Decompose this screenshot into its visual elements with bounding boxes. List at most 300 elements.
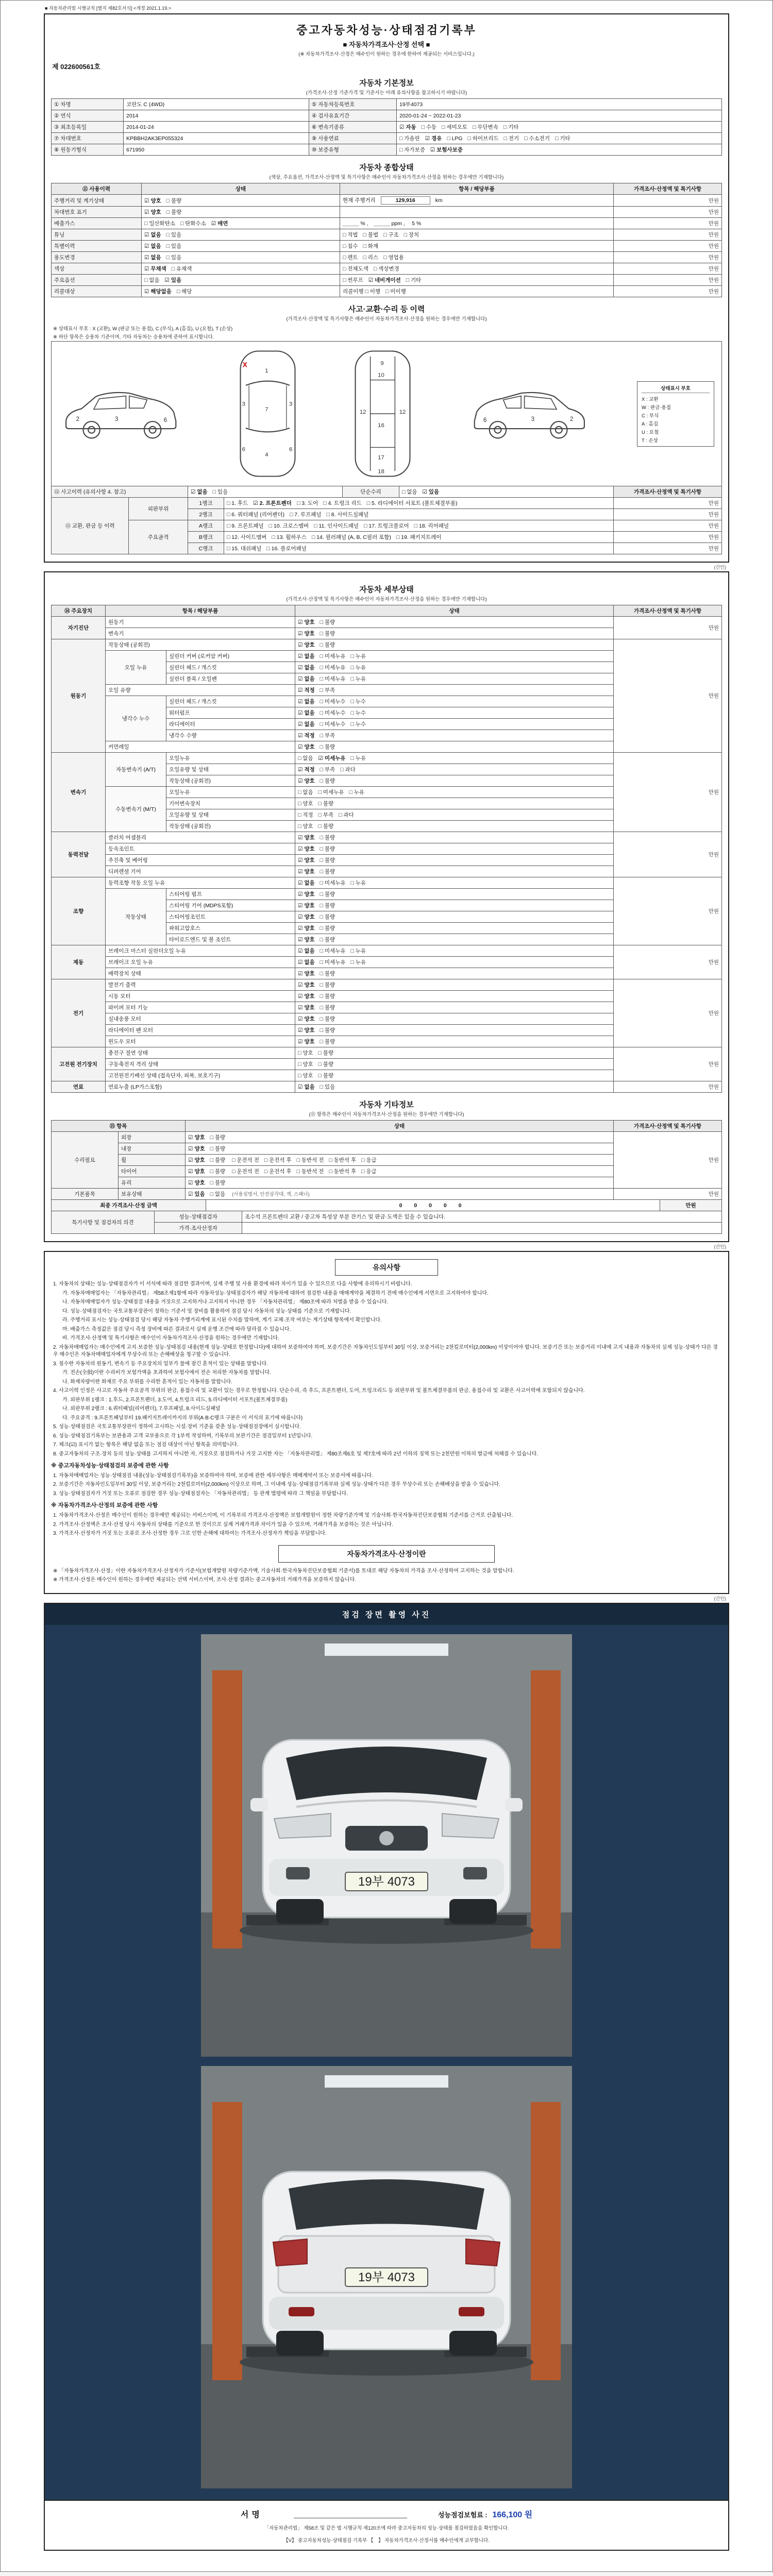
item-label: 냉각수 수량 (166, 730, 295, 741)
checkbox-option[interactable]: □ 없음 (402, 489, 417, 495)
checkbox-option[interactable]: ☑ 없음 (298, 948, 315, 954)
checkbox-option[interactable]: □ 5. 라디에이터 서포트 (볼트체결부품) (366, 500, 458, 506)
checkbox-option[interactable]: □ 렌트 (343, 255, 358, 261)
price-note-header: 가격조사·산정액 및 특기사항 (614, 486, 722, 498)
checkbox-option[interactable]: □ 수동 (421, 124, 437, 130)
row-label: 외장 (119, 1132, 186, 1143)
side-mirror (505, 1798, 523, 1811)
item-label: 브레이크 오일 누유 (106, 957, 295, 968)
checkbox-option[interactable]: ☑ 양호 (298, 982, 315, 988)
checkbox-option[interactable]: □ 자가보증 (399, 147, 425, 153)
panel-number: 18 (378, 468, 384, 475)
item-label: 배력장치 상태 (106, 968, 295, 979)
checkbox-option[interactable]: □ 불량 (318, 801, 334, 807)
warranty-type-options (397, 144, 722, 156)
checkbox-option[interactable]: □ 부족 (320, 767, 335, 773)
checkbox-option[interactable]: ☑ 없음 (298, 1084, 315, 1090)
checkbox-option[interactable]: □ 기타 (406, 277, 422, 283)
text-line: 나. 자동차매매업자가 성능·상태점검 내용을 거짓으로 고지하거나 고지하지 아니한 경우 「자동차관리법」 제80조에 따라 처벌을 받을 수 있습니다. (62, 1299, 389, 1305)
checkbox-option[interactable]: □ 불량 (320, 642, 335, 648)
checkbox-option[interactable]: □ 10. 크로스멤버 (268, 523, 309, 529)
checkbox-option[interactable]: □ 동반석 전 (296, 1168, 324, 1175)
table-row-opinion-inspector (52, 1211, 722, 1223)
checkbox-option[interactable]: □ 운전석 후 (264, 1157, 292, 1163)
checkbox-option[interactable]: □ 불량 (320, 631, 335, 637)
checkbox-option[interactable]: ☑ 양호 (298, 642, 315, 648)
checkbox-option[interactable]: ☑ 없음 (144, 243, 161, 249)
text-line: 5. 성능·상태점검은 국토교통부장관이 정하여 고시하는 시설·장비 기준을 갖춘 성능·상태점검장에서 실시합니다. (53, 1424, 301, 1430)
tuning-options (142, 229, 340, 241)
checkbox-option[interactable]: □ 있음 (320, 1084, 335, 1090)
rankA-label: A랭크 (188, 520, 224, 532)
checkbox-option[interactable]: □ 불법 (363, 232, 379, 238)
checkbox-option[interactable]: □ 불량 (320, 846, 335, 852)
legend-item: C : 부식 (642, 413, 659, 419)
item-label: 오일유량 및 상태 (166, 764, 295, 775)
checkbox-option[interactable]: ☑ 있음 (164, 277, 182, 283)
status-cell (295, 877, 614, 889)
checkbox-option[interactable]: □ 일산화탄소 (144, 221, 175, 227)
checkbox-option[interactable]: □ 누유 (350, 653, 366, 659)
checkbox-option[interactable]: □ 누수 (350, 721, 366, 727)
status-cell (295, 968, 614, 979)
checkbox-option[interactable]: □ 12. 사이드멤버 (227, 534, 267, 540)
checkbox-option[interactable]: □ 이행 (365, 289, 381, 295)
panel-number: 6 (483, 416, 487, 424)
table-row-usage-change (52, 252, 722, 263)
checkbox-option[interactable]: □ 불량 (320, 1016, 335, 1022)
checkbox-option[interactable]: ☑ 없음 (298, 959, 315, 965)
checkbox-option[interactable]: ☑ 양호 (188, 1180, 205, 1186)
checkbox-option[interactable]: □ 부족 (320, 687, 335, 693)
status-cell (295, 787, 614, 798)
checkbox-option[interactable]: □ 누유 (349, 789, 364, 795)
checkbox-option[interactable]: □ 불량 (320, 1005, 335, 1011)
checkbox-option[interactable]: □ 부족 (320, 733, 335, 739)
checkbox-option[interactable]: ☑ 양호 (298, 925, 315, 931)
item-label: 라디에이터 팬 모터 (106, 1025, 295, 1036)
checkbox-option[interactable]: ☑ 양호 (298, 1005, 315, 1011)
checkbox-option[interactable]: ☑ 해당없음 (144, 289, 172, 295)
status-cell (295, 775, 614, 787)
checkbox-option[interactable]: ☑ 없음 (144, 255, 161, 261)
checkbox-option[interactable]: □ 불량 (320, 914, 335, 920)
checkbox-option[interactable]: □ 운전석 전 (232, 1168, 259, 1175)
checkbox-option[interactable]: □ 불량 (210, 1157, 226, 1163)
text-line: ※ 가격조사·산정은 매수인이 원하는 경우에만 제공되는 선택 서비스이며, 조사·산정 결과는 중고자동차의 거래가격을 보증하지 않습니다. (53, 1577, 357, 1583)
checkbox-option[interactable]: □ 과다 (339, 812, 354, 818)
checkbox-option[interactable]: □ 양호 (298, 1050, 313, 1056)
accident-history-options (188, 486, 343, 498)
item-label: 원동기 (106, 617, 295, 628)
panel-number: 3 (242, 401, 245, 408)
checkbox-option[interactable]: ☑ 없음 (298, 880, 315, 886)
device-group-label: 동력전달 (52, 832, 106, 877)
checkbox-option[interactable]: ☑ 있음 (422, 489, 440, 495)
checkbox-option[interactable]: ☑ 네비게이션 (368, 277, 401, 283)
checkbox-option[interactable]: ☑ 양호 (144, 209, 161, 215)
checkbox-option[interactable]: □ 해당 (176, 289, 192, 295)
device-group-label: 자기진단 (52, 617, 106, 639)
checkbox-option[interactable]: ☑ 2. 프론트펜더 (253, 500, 292, 506)
price-cell: 만원 (614, 241, 722, 252)
checkbox-option[interactable]: ☑ 적정 (298, 733, 315, 739)
checkbox-option[interactable]: □ 장치 (404, 232, 419, 238)
table-row-final-price (52, 1200, 722, 1211)
checkbox-option[interactable]: □ 14. 필러패널 (A, B, C필러 포함) (311, 534, 391, 540)
panel-number: 6 (289, 446, 293, 453)
checkbox-option[interactable]: □ 13. 휠하우스 (272, 534, 307, 540)
table-row-color (52, 263, 722, 275)
checkbox-option[interactable]: □ 불량 (320, 857, 335, 863)
status-cell (295, 1070, 614, 1081)
repair-needed-group-label: 수리필요 (52, 1132, 119, 1189)
checkbox-option[interactable]: □ 16. 플로어패널 (266, 546, 307, 552)
checkbox-option[interactable]: ☑ 있음 (188, 1191, 205, 1197)
final-price-unit: 만원 (660, 1200, 722, 1211)
checkbox-option[interactable]: □ 불량 (318, 1073, 334, 1079)
checkbox-option[interactable]: ☑ 경유 (425, 135, 442, 142)
row-label: 튜닝 (52, 229, 142, 241)
checkbox-option[interactable]: ☑ 없음 (298, 665, 315, 671)
device-group-label: 고전원 전기장치 (52, 1047, 106, 1081)
section-photos (44, 1603, 729, 2551)
item-label: 오일누유 (166, 753, 295, 764)
checkbox-option[interactable]: □ 미세누수 (320, 721, 346, 727)
checkbox-option[interactable]: ☑ 없음 (144, 232, 161, 238)
checkbox-option[interactable]: ☑ 적정 (298, 687, 315, 693)
status-cell (295, 832, 614, 843)
checkbox-option[interactable]: ☑ 보험사보증 (430, 147, 463, 153)
checkbox-option[interactable]: □ 양호 (298, 1073, 313, 1079)
checkbox-option[interactable]: □ 누유 (350, 948, 366, 954)
row-label: 색상 (52, 263, 142, 275)
checkbox-option[interactable]: ☑ 양호 (298, 835, 315, 841)
table-row (52, 122, 722, 133)
checkbox-option[interactable]: ☑ 없음 (191, 489, 208, 495)
checkbox-option[interactable]: □ 운전석 후 (264, 1168, 292, 1175)
checkbox-option[interactable]: ☑ 양호 (298, 971, 315, 977)
inspection-photo-rear (201, 2066, 572, 2488)
engine-type-value: 671950 (124, 144, 309, 156)
item-label: 동력조향 작동 오일 누유 (106, 877, 295, 889)
checkbox-option[interactable]: □ 불량 (320, 891, 335, 897)
text-line: 3. 침수란 자동차의 원동기, 변속기 등 주요장치의 일부가 물에 잠긴 흔적이 있는 상태를 말합니다. (53, 1361, 268, 1367)
item-label: 클러치 어셈블리 (106, 832, 295, 843)
checkbox-option[interactable]: ☑ 자동 (399, 124, 416, 130)
checkbox-option[interactable]: □ 있음 (166, 232, 182, 238)
price-cell: 만원 (614, 263, 722, 275)
checkbox-option[interactable]: □ 있음 (212, 489, 228, 495)
checkbox-option[interactable]: □ 불량 (166, 197, 182, 204)
checkbox-option[interactable]: ☑ 양호 (298, 869, 315, 875)
checkbox-option[interactable]: □ 불량 (320, 778, 335, 784)
table-row-special-history (52, 241, 722, 252)
checkbox-option[interactable]: □ 없음 (298, 789, 313, 795)
status-cell (295, 855, 614, 866)
text-line: ※ 중고자동차성능·상태점검의 보증에 관한 사항 (51, 1463, 169, 1469)
checkbox-option[interactable]: □ 탄화수소 (180, 221, 206, 227)
basic-items-group-label: 기본품목 (52, 1189, 119, 1200)
checkbox-option[interactable]: □ 미세누유 (320, 880, 346, 886)
checkbox-option[interactable]: □ 미세누유 (320, 653, 346, 659)
basic-info-table (51, 98, 722, 156)
checkbox-option[interactable]: □ 9. 프론트패널 (227, 523, 264, 529)
checkbox-option[interactable]: ☑ 양호 (298, 1016, 315, 1022)
checkbox-option[interactable]: □ 8. 사이드실패널 (326, 512, 369, 518)
item-label: 실린더 헤드 / 개스킷 (166, 662, 295, 673)
row-label: 보유상태 (119, 1189, 186, 1200)
checkbox-option[interactable]: □ 1. 후드 (227, 500, 248, 506)
checkbox-option[interactable]: □ 구조 (383, 232, 399, 238)
detail-row (52, 639, 722, 651)
page-title: 중고자동차성능·상태점검기록부 (296, 24, 477, 37)
checkbox-option[interactable]: □ 불량 (318, 1050, 334, 1056)
checkbox-option[interactable]: □ 미세누유 (320, 959, 346, 965)
checkbox-option[interactable]: □ 불량 (320, 925, 335, 931)
text-line: 1. 자동차매매업자는 성능·상태점검 내용(성능·상태점검기록부)을 보증하여야 하며, 보증에 관한 세부사항은 매매계약서 또는 보증서에 따릅니다. (53, 1472, 373, 1479)
checkbox-option[interactable]: □ 색상변경 (373, 266, 399, 272)
panel-number: 6 (163, 416, 167, 424)
checkbox-option[interactable]: □ 누유 (350, 755, 366, 761)
checkbox-option[interactable]: □ 하이브리드 (467, 135, 499, 142)
mileage-unit: km (435, 197, 443, 204)
checkbox-option[interactable]: □ 가솔린 (399, 135, 420, 142)
checkbox-option[interactable]: □ 불량 (210, 1146, 226, 1152)
text-line: ※ 「자동차가격조사·산정」이란 자동차가격조사·산정자가 기준서(보험개발원 차량기준가액, 기술사회·한국자동차진단보증협회 기준서)를 토대로 해당 자동차의 가격을 조사·산정하여 고지하는 것을 말합니다. (53, 1568, 514, 1574)
inspection-period-value: 2020-01-24 ~ 2022-01-23 (397, 110, 722, 122)
checkbox-option[interactable]: ☑ 양호 (188, 1157, 205, 1163)
checkbox-option[interactable]: □ 불량 (320, 971, 335, 977)
status-cell (295, 662, 614, 673)
checkbox-option[interactable]: □ LPG (447, 135, 463, 142)
checkbox-option[interactable]: □ 불량 (320, 982, 335, 988)
checkbox-option[interactable]: ☑ 양호 (298, 631, 315, 637)
checkbox-option[interactable]: ☑ 양호 (144, 197, 161, 204)
basic-items-options (186, 1189, 614, 1200)
checkbox-option[interactable]: □ 불량 (320, 744, 335, 750)
col-state: 상태 (186, 1121, 614, 1132)
checkbox-option[interactable]: ☑ 양호 (298, 937, 315, 943)
checkbox-option[interactable]: ☑ 없음 (298, 721, 315, 727)
checkbox-option[interactable]: ☑ 양호 (298, 891, 315, 897)
checkbox-option[interactable]: □ 누수 (350, 699, 366, 705)
panel-number: 17 (378, 454, 384, 461)
main-options (142, 275, 340, 286)
text-line: 2. 가격조사·산정액은 조사·산정 당시 자동차의 상태를 기준으로 한 것이므로 실제 거래가격과 차이가 있을 수 있으며, 거래가격을 보증하는 것은 아닙니다. (53, 1521, 393, 1528)
checkbox-option[interactable]: □ 양호 (298, 801, 313, 807)
checkbox-option[interactable]: □ 응급 (361, 1168, 377, 1175)
etc-info-note: (⑮ 항목은 매수인이 자동차가격조사·산정을 원하는 경우에만 기재합니다) (309, 1112, 464, 1117)
mileage-prefix: 현재 주행거리 (343, 197, 376, 204)
checkbox-option[interactable]: □ 누유 (350, 880, 366, 886)
checkbox-option[interactable]: □ 동반석 후 (329, 1157, 357, 1163)
checkbox-option[interactable]: □ 양호 (298, 823, 313, 829)
checkbox-option[interactable]: □ 15. 대쉬패널 (227, 546, 262, 552)
status-cell (295, 617, 614, 628)
checkbox-option[interactable]: □ 미세누수 (320, 699, 346, 705)
signature-line[interactable] (294, 2509, 407, 2518)
color-options (142, 263, 340, 275)
checkbox-option[interactable]: ☑ 양호 (298, 993, 315, 999)
item-label: 스티어링 펌프 (166, 889, 295, 900)
checkbox-option[interactable]: □ 불량 (320, 1039, 335, 1045)
checkbox-option[interactable]: □ 있음 (166, 255, 182, 261)
checkbox-option[interactable]: □ 있음 (166, 243, 182, 249)
fee-value: 166,100 원 (492, 2510, 533, 2519)
checkbox-option[interactable]: □ 기타 (503, 124, 519, 130)
checkbox-option[interactable]: □ 화재 (363, 243, 379, 249)
price-cell: 만원 (614, 1132, 722, 1189)
checkbox-option[interactable]: □ 응급 (361, 1157, 377, 1163)
checkbox-option[interactable]: □ 썬루프 (343, 277, 363, 283)
checkbox-option[interactable]: □ 세미오토 (442, 124, 468, 130)
checkbox-option[interactable]: ☑ 무채색 (144, 266, 166, 272)
inspection-photo-front (201, 1634, 572, 2057)
checkbox-option[interactable]: □ 누수 (350, 710, 366, 716)
checkbox-option[interactable]: □ 18. 리어패널 (414, 523, 449, 529)
checkbox-option[interactable]: □ 무단변속 (473, 124, 498, 130)
checkbox-option[interactable]: ☑ 양호 (298, 1039, 315, 1045)
checkbox-option[interactable]: ☑ 양호 (298, 1027, 315, 1033)
checkbox-option[interactable]: ☑ 양호 (298, 846, 315, 852)
checkbox-option[interactable]: ☑ 매연 (211, 221, 228, 227)
rank2-label: 2랭크 (188, 509, 224, 520)
fuel-options (397, 133, 722, 144)
checkbox-option[interactable]: ☑ 미세누유 (318, 755, 346, 761)
item-label: 오일누유 (166, 787, 295, 798)
checkbox-option[interactable]: □ 불량 (320, 835, 335, 841)
checkbox-option[interactable]: □ 수소전기 (524, 135, 550, 142)
device-group-label: 변속기 (52, 753, 106, 832)
checkbox-option[interactable]: □ 적정 (298, 812, 313, 818)
page-subnote: (※ 자동차가격조사·산정은 매수인이 원하는 경우에 한하여 제공되는 서비스입니다.) (298, 52, 475, 57)
checkbox-option[interactable]: □ 불량 (210, 1168, 226, 1175)
checkbox-option[interactable]: ☑ 적정 (298, 767, 315, 773)
final-price-table (51, 1199, 722, 1211)
checkbox-option[interactable]: □ 불량 (320, 619, 335, 625)
checkbox-option[interactable]: □ 불량 (320, 937, 335, 943)
checkbox-option[interactable]: □ 미세누유 (320, 948, 346, 954)
checkbox-option[interactable]: ☑ 양호 (188, 1146, 205, 1152)
checkbox-option[interactable]: □ 19. 패키지트레이 (396, 534, 442, 540)
checkbox-option[interactable]: □ 불량 (318, 1061, 334, 1067)
checkbox-option[interactable]: □ 미세누유 (320, 665, 346, 671)
checkbox-option[interactable]: ☑ 양호 (298, 619, 315, 625)
checkbox-option[interactable]: □ 미세누수 (320, 710, 346, 716)
checkbox-option[interactable]: □ 유채색 (171, 266, 192, 272)
detail-table-body (52, 617, 722, 1093)
checkbox-option[interactable]: □ 누유 (350, 959, 366, 965)
checkbox-option[interactable]: □ 불량 (320, 903, 335, 909)
checkbox-option[interactable]: □ 과다 (340, 767, 356, 773)
checkbox-option[interactable]: □ 누유 (350, 665, 366, 671)
price-cell: 만원 (614, 286, 722, 297)
text-line: 나. 외판부위 2랭크 : 6.쿼터패널(리어펜더), 7.루프패널, 8.사이드실패널 (62, 1406, 221, 1412)
checkbox-option[interactable]: □ 불량 (320, 869, 335, 875)
checkbox-option[interactable]: □ 불량 (320, 1027, 335, 1033)
main-options-extra (340, 275, 614, 286)
checkbox-option[interactable]: □ 양호 (298, 1061, 313, 1067)
checkbox-option[interactable]: □ 영업용 (383, 255, 404, 261)
price-cell: 만원 (614, 1081, 722, 1093)
side-mirror (250, 1798, 268, 1811)
checkbox-option[interactable]: □ 4. 트렁크 리드 (323, 500, 362, 506)
checkbox-option[interactable]: □ 6. 쿼터패널 (리어펜더) (227, 512, 284, 518)
emission-options (142, 218, 340, 229)
field-label-registration-number: ⑤ 자동차등록번호 (309, 99, 397, 110)
checkbox-option[interactable]: □ 불량 (318, 823, 334, 829)
table-header-row (52, 1121, 722, 1132)
panel-number: 12 (359, 409, 366, 415)
checkbox-option[interactable]: □ 17. 트렁크플로어 (364, 523, 409, 529)
checkbox-option[interactable]: □ 침수 (343, 243, 358, 249)
checkbox-option[interactable]: □ 전기 (503, 135, 519, 142)
checkbox-option[interactable]: □ 불량 (166, 209, 182, 215)
checkbox-option[interactable]: ☑ 양호 (188, 1134, 205, 1141)
checkbox-option[interactable]: ☑ 없음 (298, 653, 315, 659)
checkbox-option[interactable]: ☑ 양호 (298, 914, 315, 920)
checkbox-option[interactable]: □ 불량 (320, 993, 335, 999)
pricing-info-body (51, 1568, 722, 1584)
checkbox-option[interactable]: □ 미세누유 (318, 789, 344, 795)
checkbox-option[interactable]: □ 동반석 전 (296, 1157, 324, 1163)
checkbox-option[interactable]: □ 7. 루프패널 (290, 512, 322, 518)
checkbox-option[interactable]: □ 리스 (363, 255, 379, 261)
vehicle-name-value: 코란도 C (4WD) (124, 99, 309, 110)
checkbox-option[interactable]: □ 11. 인사이드패널 (314, 523, 359, 529)
checkbox-option[interactable]: □ 전체도색 (343, 266, 368, 272)
status-cell (295, 1059, 614, 1070)
checkbox-option[interactable]: □ 적법 (343, 232, 358, 238)
col-price-note: 가격조사·산정액 및 특기사항 (614, 605, 722, 617)
car-rear-view (263, 2172, 510, 2355)
checkbox-option[interactable]: □ 불량 (210, 1134, 226, 1141)
item-label: 시동 모터 (106, 991, 295, 1002)
checkbox-option[interactable]: ☑ 없음 (298, 676, 315, 682)
checkbox-option[interactable]: ☑ 없음 (298, 710, 315, 716)
checkbox-option[interactable]: □ 없음 (298, 755, 313, 761)
price-cell: 만원 (614, 979, 722, 1047)
checkbox-option[interactable]: □ 없음 (144, 277, 160, 283)
item-label: 실린더 커버 (로커암 커버) (166, 651, 295, 662)
text-line: 나. 화재차량이란 화재로 주요 부위를 수리한 흔적이 있는 자동차를 말합니다. (62, 1379, 233, 1385)
checkbox-option[interactable]: ☑ 양호 (188, 1168, 205, 1175)
checkbox-option[interactable]: ☑ 양호 (298, 857, 315, 863)
checkbox-option[interactable]: ☑ 양호 (298, 744, 315, 750)
checkbox-option[interactable]: □ 미세누유 (320, 676, 346, 682)
gan-in-mark: (간인) (714, 1596, 726, 1601)
checkbox-option[interactable]: □ 누유 (350, 676, 366, 682)
checkbox-option[interactable]: □ 불량 (210, 1180, 226, 1186)
checkbox-option[interactable]: □ 부족 (318, 812, 334, 818)
rankB-options (224, 532, 614, 543)
checkbox-option[interactable]: □ 동반석 후 (329, 1168, 357, 1175)
item-label: 실린더 블록 / 오일팬 (166, 673, 295, 685)
overall-condition-title: 자동차 종합상태 (359, 163, 414, 172)
checkbox-option[interactable]: ☑ 양호 (298, 903, 315, 909)
price-cell: 만원 (614, 275, 722, 286)
panel-number: 4 (265, 452, 268, 459)
appraiser-opinion-text (242, 1223, 722, 1234)
checkbox-option[interactable]: □ 3. 도어 (296, 500, 318, 506)
checkbox-option[interactable]: □ 없음 (210, 1191, 226, 1197)
checkbox-option[interactable]: ☑ 없음 (298, 699, 315, 705)
checkbox-option[interactable]: □ 운전석 전 (232, 1157, 259, 1163)
checkbox-option[interactable]: □ 미이행 (385, 289, 406, 295)
checkbox-option[interactable]: □ 기타 (554, 135, 570, 142)
checkbox-option[interactable]: ☑ 양호 (298, 778, 315, 784)
